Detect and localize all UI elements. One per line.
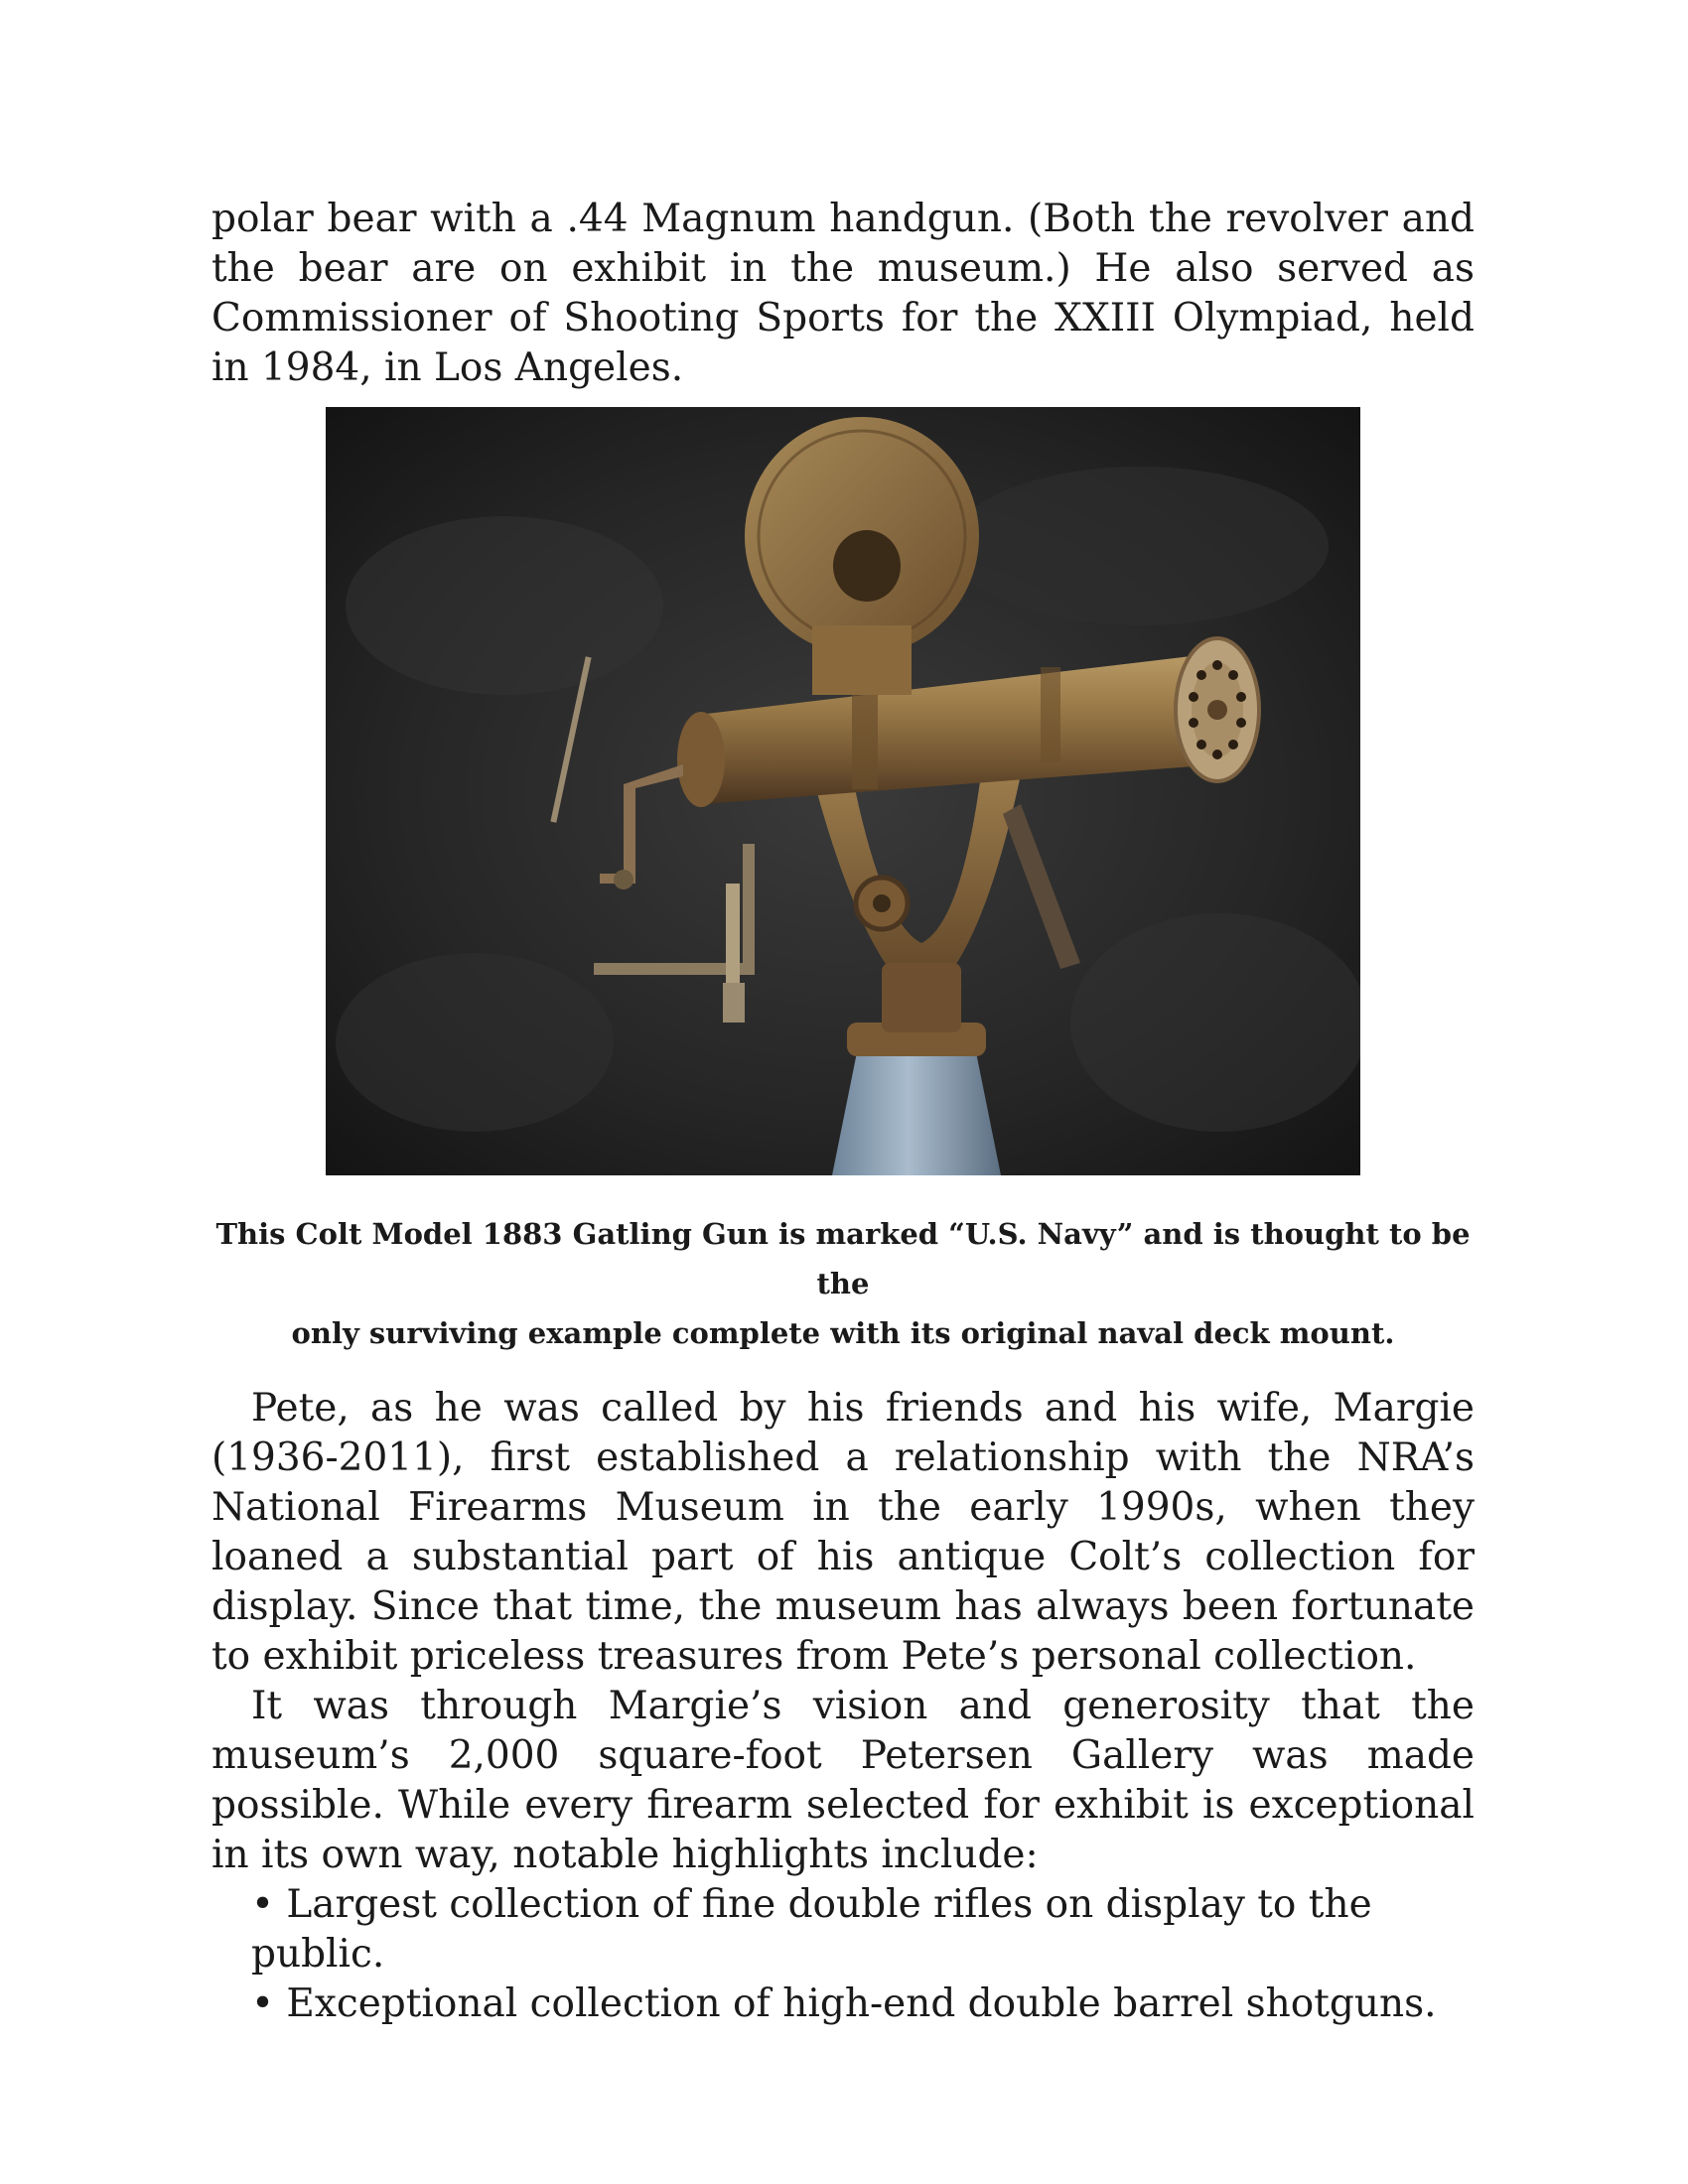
highlights-list: [211, 1880, 1475, 2029]
paragraph-petersen-relationship: Pete, as he was called by his friends and his wife, Margie (1936-2011), first established a relationship with the NRA’s National Firearms Museum in the early 1990s, when they loaned a substantial part of his antique Colt’s collection for display. Since that time, the museum has always been fortunate to exhibit priceless treasures from Pete’s personal collection.: [211, 1386, 1475, 1679]
body-text: [211, 1384, 1475, 2029]
paragraph-petersen-gallery: It was through Margie’s vision and generosity that the museum’s 2,000 square-foot Petersen Gallery was made possible. While every firearm selected for exhibit is exceptional in its own way, notable highlights include:: [211, 1684, 1475, 1877]
intro-paragraph: polar bear with a .44 Magnum handgun. (Both the revolver and the bear are on exhibit in the museum.) He also served as Commissioner of Shooting Sports for the XXIII Olympiad, held in 1984, in Los Angeles.: [211, 197, 1475, 390]
highlight-item: • Exceptional collection of high-end double barrel shotguns.: [251, 1979, 1475, 2029]
document-page: [211, 195, 1475, 2029]
figure-caption: [211, 1209, 1475, 1358]
caption-line-1: This Colt Model 1883 Gatling Gun is marked “U.S. Navy” and is thought to be the: [215, 1217, 1471, 1300]
highlight-item: • Largest collection of fine double rifles on display to the public.: [251, 1880, 1475, 1979]
figure: [215, 407, 1471, 1358]
caption-line-2: only surviving example complete with its original naval deck mount.: [291, 1316, 1395, 1350]
gatling-gun-photo: [326, 407, 1360, 1175]
